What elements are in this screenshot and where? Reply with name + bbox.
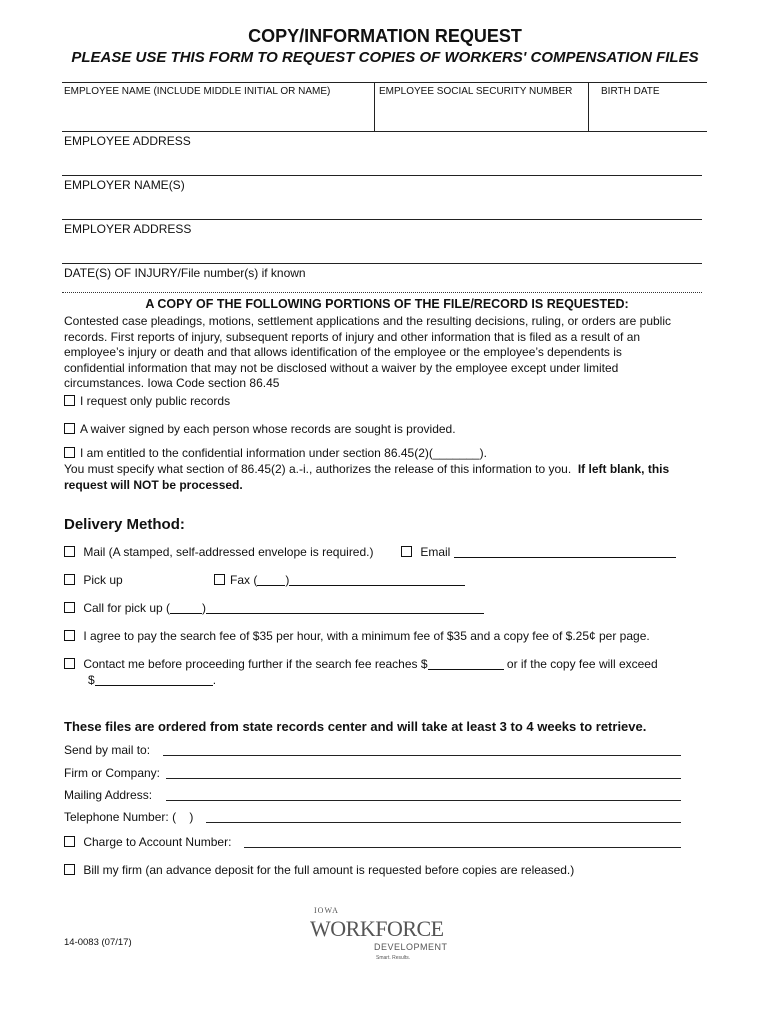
contact-checkbox[interactable]: [64, 658, 75, 669]
fax-area-code-field[interactable]: [257, 574, 285, 586]
form-number: 14-0083 (07/17): [64, 937, 132, 948]
injury-date-line[interactable]: [62, 292, 702, 293]
entitled-option[interactable]: I am entitled to the confidential information under section 86.45(2)(_______).: [64, 446, 487, 462]
email-checkbox[interactable]: [401, 546, 412, 557]
form-title: COPY/INFORMATION REQUEST: [248, 26, 522, 46]
contact-option[interactable]: Contact me before proceeding further if the search fee reaches $ or if the copy fee will exceed $ .: [64, 657, 724, 688]
agree-fee-checkbox[interactable]: [64, 630, 75, 641]
public-records-checkbox[interactable]: [64, 395, 75, 406]
request-heading: A COPY OF THE FOLLOWING PORTIONS OF THE FILE/RECORD IS REQUESTED:: [145, 297, 629, 311]
mailing-address-label: Mailing Address:: [64, 788, 153, 802]
ssn-divider: [374, 82, 375, 131]
table-bottom-rule: [62, 131, 707, 132]
pickup-option[interactable]: Pick up: [64, 573, 123, 589]
ssn-label: EMPLOYEE SOCIAL SECURITY NUMBER: [379, 86, 573, 97]
pickup-checkbox[interactable]: [64, 574, 75, 585]
delivery-heading: Delivery Method:: [64, 516, 185, 533]
employee-address-label: EMPLOYEE ADDRESS: [64, 134, 191, 148]
telephone-label: Telephone Number: ( ): [64, 810, 194, 824]
email-option[interactable]: Email: [401, 545, 676, 561]
email-field[interactable]: [454, 546, 676, 558]
send-by-mail-line[interactable]: [163, 755, 681, 756]
call-pickup-checkbox[interactable]: [64, 602, 75, 613]
agree-fee-option[interactable]: I agree to pay the search fee of $35 per hour, with a minimum fee of $35 and a copy fee of $.25¢ per page.: [64, 629, 650, 645]
specify-note: You must specify what section of 86.45(2) a.-i., authorizes the release of this information to you. If left blank, this request will NOT be processed.: [64, 462, 670, 492]
call-pickup-option[interactable]: Call for pick up ( ): [64, 601, 484, 617]
employee-address-line[interactable]: [62, 175, 702, 176]
employer-address-label: EMPLOYER ADDRESS: [64, 222, 192, 236]
waiver-checkbox[interactable]: [64, 423, 75, 434]
fax-number-field[interactable]: [289, 574, 465, 586]
request-paragraph: Contested case pleadings, motions, settlement applications and the resulting decisions, ruling, or orders are public records. First reports of injury, subsequent reports of injury and other information that is filed as a result of an employee’s injury or death and that allows identification of the employee or the employee’s dependents is confidential information that may not be disclosed without a waiver by the employee except under limited circumstances. Iowa Code section 86.45: [64, 314, 672, 390]
account-number-line[interactable]: [244, 847, 681, 848]
employer-name-label: EMPLOYER NAME(S): [64, 178, 185, 192]
search-fee-limit-field[interactable]: [428, 658, 504, 670]
entitled-checkbox[interactable]: [64, 447, 75, 458]
employer-name-line[interactable]: [62, 219, 702, 220]
mail-option[interactable]: Mail (A stamped, self-addressed envelope is required.): [64, 545, 374, 561]
bill-firm-option[interactable]: Bill my firm (an advance deposit for the full amount is requested before copies are released.): [64, 863, 574, 879]
birth-divider: [588, 82, 589, 131]
firm-label: Firm or Company:: [64, 766, 161, 780]
retrieval-notice: These files are ordered from state records center and will take at least 3 to 4 weeks to retrieve.: [64, 719, 647, 734]
injury-date-label: DATE(S) OF INJURY/File number(s) if known: [64, 266, 306, 280]
firm-line[interactable]: [166, 778, 681, 779]
mail-checkbox[interactable]: [64, 546, 75, 557]
call-number-field[interactable]: [206, 602, 484, 614]
telephone-line[interactable]: [206, 822, 681, 823]
call-area-code-field[interactable]: [170, 602, 202, 614]
employee-name-label: EMPLOYEE NAME (INCLUDE MIDDLE INITIAL OR NAME): [64, 86, 331, 97]
copy-fee-limit-field[interactable]: [95, 674, 213, 686]
charge-account-option[interactable]: Charge to Account Number:: [64, 835, 231, 851]
fax-checkbox[interactable]: [214, 574, 225, 585]
charge-account-checkbox[interactable]: [64, 836, 75, 847]
mailing-address-line[interactable]: [166, 800, 681, 801]
waiver-option[interactable]: A waiver signed by each person whose records are sought is provided.: [64, 422, 456, 438]
form-subtitle: PLEASE USE THIS FORM TO REQUEST COPIES OF WORKERS' COMPENSATION FILES: [71, 49, 699, 66]
table-top-rule: [62, 82, 707, 83]
public-records-option[interactable]: I request only public records: [64, 394, 230, 410]
fax-option[interactable]: Fax ( ): [214, 573, 465, 589]
employer-address-line[interactable]: [62, 263, 702, 264]
send-by-mail-label: Send by mail to:: [64, 743, 151, 757]
birth-date-label: BIRTH DATE: [601, 86, 660, 97]
bill-firm-checkbox[interactable]: [64, 864, 75, 875]
